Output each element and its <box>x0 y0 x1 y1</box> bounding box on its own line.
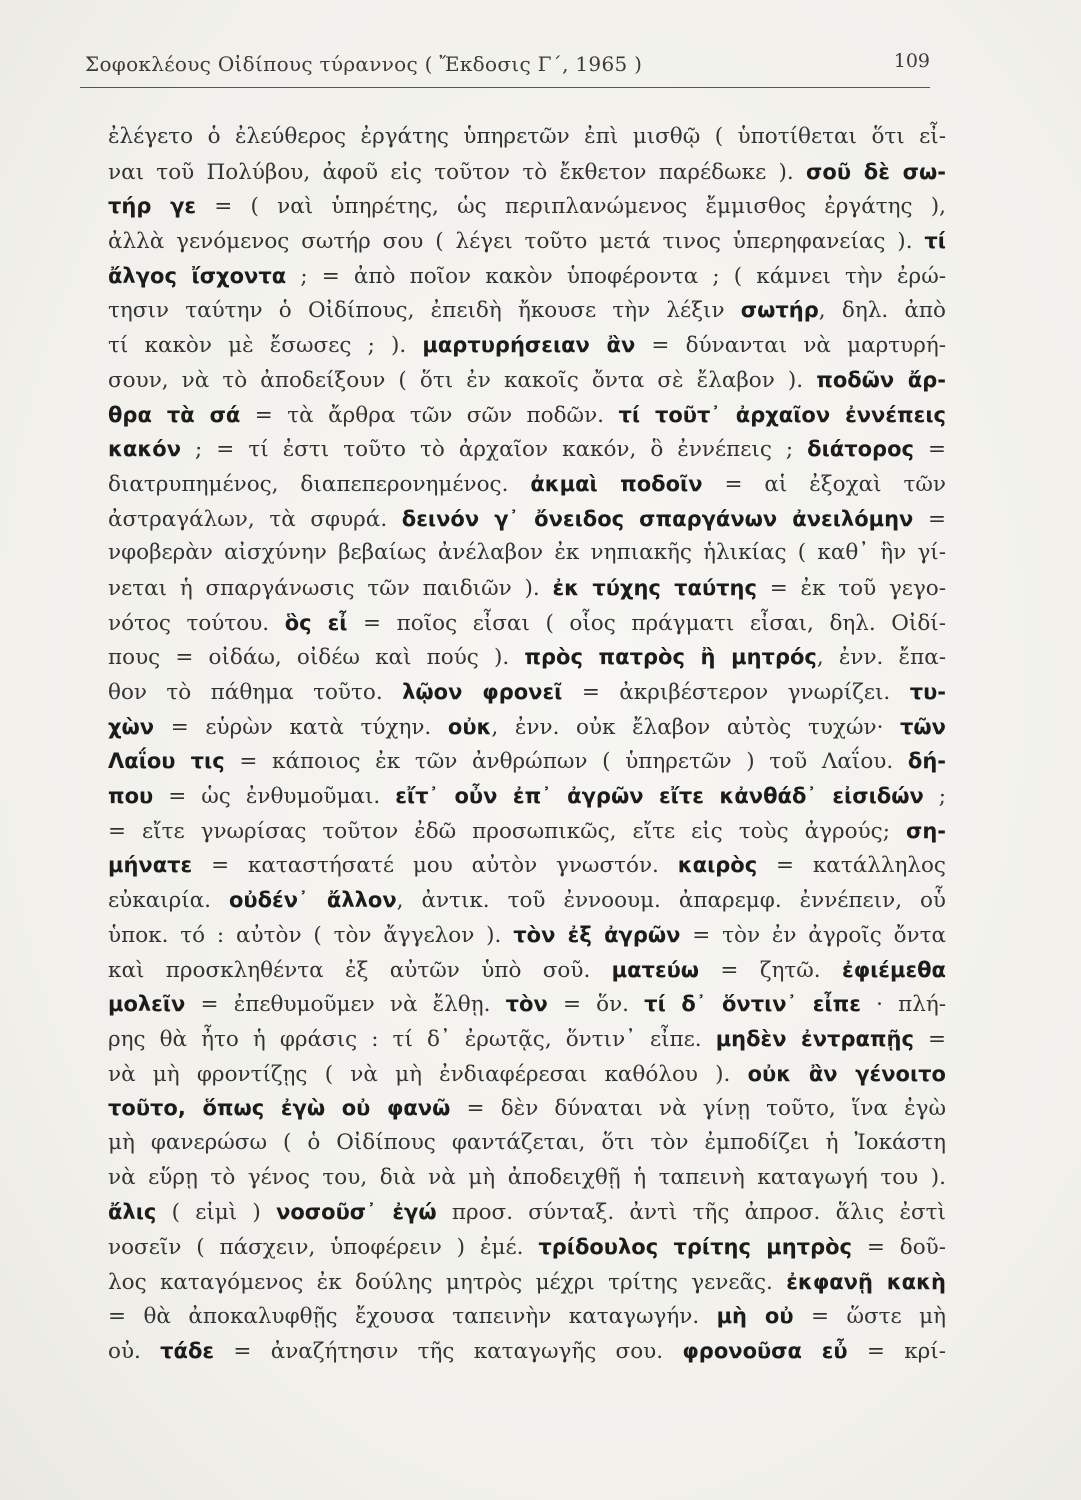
lemma-term: ὃς εἶ <box>284 610 348 635</box>
text-line <box>108 1230 946 1265</box>
gloss-text: διατρυπημένος, διαπεπερονημένος. <box>108 471 531 497</box>
gloss-text: = εὑρὼν κατὰ τύχην. <box>154 714 448 740</box>
lemma-term: τί δ᾽ ὅντιν᾽ εἶπε <box>644 992 861 1017</box>
text-line <box>108 1265 946 1300</box>
header-rule <box>80 87 930 88</box>
gloss-text: = θὰ ἀποκαλυφθῇς ἔχουσα ταπεινὴν καταγωγήν. <box>108 1304 717 1330</box>
lemma-term: ἄλγος ἴσχοντα <box>108 263 287 288</box>
text-line <box>108 779 946 814</box>
gloss-text: = δύνανται νὰ μαρτυρή- <box>635 333 946 359</box>
text-line <box>108 1091 946 1126</box>
lemma-term: δή- <box>907 749 946 774</box>
text-line <box>108 328 946 363</box>
lemma-term: δεινόν γ᾽ ὄνειδος σπαργάνων ἀνειλόμην <box>401 506 914 531</box>
gloss-text: ἀλλὰ γενόμενος σωτήρ σου ( λέγει τοῦτο μετά τινος ὑπερηφανείας ). <box>108 229 925 255</box>
lemma-term: εἴτ᾽ οὖν ἐπ᾽ ἀγρῶν εἴτε κἀνθάδ᾽ εἰσιδών <box>395 784 924 809</box>
gloss-text: ; = ἀπὸ ποῖον κακὸν ὑποφέροντα ; ( κάμνει τὴν ἐρώ- <box>286 263 946 289</box>
gloss-text: νὰ μὴ φροντίζῃς ( νὰ μὴ ἐνδιαφέρεσαι καθόλου ). <box>108 1061 748 1087</box>
gloss-text: = δοῦ- <box>852 1235 946 1260</box>
text-line <box>108 398 946 433</box>
gloss-text: · πλή- <box>860 992 947 1018</box>
gloss-text: τί κακὸν μὲ ἔσωσες ; ). <box>108 333 423 359</box>
gloss-text: λος καταγόμενος ἐκ δούλης μητρὸς μέχρι τρίτης γενεᾶς. <box>108 1269 787 1295</box>
lemma-term: ἀκμαὶ ποδοῖν <box>530 471 703 496</box>
gloss-text: τησιν ταύτην ὁ Οἰδίπους, ἐπειδὴ ἤκουσε τὴν λέξιν <box>108 298 741 324</box>
text-line <box>108 502 946 537</box>
gloss-text: = <box>913 506 946 532</box>
gloss-text: ( εἰμὶ ) <box>156 1200 277 1226</box>
lemma-term: τί <box>924 229 946 254</box>
gloss-text: ἐλέγετο ὁ ἐλεύθερος ἐργάτης ὑπηρετῶν ἐπὶ μισθῷ ( ὑποτίθεται ὅτι εἶ- <box>108 124 946 149</box>
gloss-text: νότος τούτου. <box>108 610 285 636</box>
lemma-term: σοῦ δὲ σω- <box>806 159 946 184</box>
gloss-text: = κρί- <box>847 1339 946 1365</box>
text-line <box>108 1126 946 1161</box>
lemma-term: ση- <box>905 818 946 843</box>
gloss-text: ; = τί ἐστι τοῦτο τὸ ἀρχαῖον κακόν, ὃ ἐννέπεις ; <box>181 437 808 463</box>
lemma-term: ποδῶν ἄρ- <box>816 367 946 392</box>
gloss-text: καὶ προσκληθέντα ἐξ αὐτῶν ὑπὸ σοῦ. <box>108 957 612 983</box>
gloss-text: = ἐκ τοῦ γεγο- <box>756 575 946 601</box>
lemma-term: διάτορος <box>807 437 914 462</box>
gloss-text: μὴ φανερώσω ( ὁ Οἰδίπους φαντάζεται, ὅτι τὸν ἐμποδίζει ἡ Ἰοκάστη <box>108 1129 946 1155</box>
gloss-text: = ἐπεθυμοῦμεν νὰ ἔλθῃ. <box>185 992 506 1018</box>
commentary-text <box>108 120 946 1369</box>
gloss-text: ὑποκ. τό : αὐτὸν ( τὸν ἄγγελον ). <box>108 922 514 948</box>
lemma-term: χὼν <box>108 714 155 739</box>
lemma-term: ἐκ τύχης ταύτης <box>552 575 757 600</box>
text-line <box>108 293 946 328</box>
gloss-text: = τὸν ἐν ἀγροῖς ὄντα <box>680 922 947 948</box>
text-line <box>108 467 946 502</box>
lemma-term: σωτήρ <box>740 298 819 323</box>
gloss-text: = ἀναζήτησιν τῆς καταγωγῆς σου. <box>214 1339 683 1365</box>
lemma-term: Λαΐου τις <box>108 749 225 774</box>
lemma-term: τυ- <box>909 680 946 704</box>
text-line <box>108 710 946 745</box>
gloss-text: = δὲν δύναται νὰ γίνῃ τοῦτο, ἵνα ἐγὼ <box>450 1096 946 1122</box>
text-line <box>108 189 946 224</box>
gloss-text: νοσεῖν ( πάσχειν, ὑποφέρειν ) ἐμέ. <box>108 1235 539 1260</box>
lemma-term: θρα τὰ σά <box>108 402 241 427</box>
gloss-text: = εἴτε γνωρίσας τοῦτον ἐδῶ προσωπικῶς, εἴτε εἰς τοὺς ἀγρούς; <box>108 818 906 844</box>
gloss-text: ; <box>923 784 947 810</box>
lemma-term: καιρὸς <box>677 853 758 878</box>
lemma-term: οὐκ <box>447 714 492 739</box>
gloss-text: , ἐνν. οὐκ ἔλαβον αὐτὸς τυχών· <box>491 714 901 740</box>
text-line <box>108 1161 946 1196</box>
gloss-text: , ἐνν. ἔπα- <box>816 645 947 671</box>
lemma-term: τρίδουλος τρίτης μητρὸς <box>538 1235 852 1259</box>
text-line <box>108 536 946 571</box>
gloss-text: νφοβερὰν αἰσχύνην βεβαίως ἀνέλαβον ἐκ νηπιακῆς ἡλικίας ( καθ᾽ ἣν γί- <box>108 540 946 566</box>
text-line <box>108 120 946 155</box>
lemma-term: που <box>108 784 154 809</box>
lemma-term: τὸν <box>505 992 548 1017</box>
lemma-term: τί τοῦτ᾽ ἀρχαῖον ἐννέπεις <box>618 402 946 427</box>
gloss-text: νὰ εὕρῃ τὸ γένος του, διὰ νὰ μὴ ἀποδειχθῇ ἡ ταπεινὴ καταγωγή του ). <box>108 1164 946 1190</box>
text-line <box>108 953 946 988</box>
text-line <box>108 814 946 849</box>
gloss-text: = κάποιος ἐκ τῶν ἀνθρώπων ( ὑπηρετῶν ) τοῦ Λαΐου. <box>224 749 908 775</box>
gloss-text: = <box>913 437 946 463</box>
lemma-term: πρὸς πατρὸς ἢ μητρός <box>524 645 817 670</box>
gloss-text: = ἀκριβέστερον γνωρίζει. <box>562 680 910 705</box>
lemma-term: λῷον φρονεῖ <box>402 680 563 704</box>
text-line <box>108 224 946 259</box>
gloss-text: = καταστήσατέ μου αὐτὸν γνωστόν. <box>192 853 678 879</box>
gloss-text: εὐκαιρία. <box>108 888 229 914</box>
lemma-term: μαρτυρήσειαν ἂν <box>422 333 636 358</box>
text-line <box>108 744 946 779</box>
text-line <box>108 259 946 294</box>
page-number: 109 <box>893 50 930 72</box>
gloss-text: νεται ἡ σπαργάνωσις τῶν παιδιῶν ). <box>108 575 553 601</box>
lemma-term: μηδὲν ἐντραπῇς <box>715 1026 914 1051</box>
gloss-text: θον τὸ πάθημα τοῦτο. <box>108 680 403 705</box>
lemma-term: τῶν <box>900 714 946 739</box>
text-line <box>108 1022 946 1057</box>
gloss-text: = ὡς ἐνθυμοῦμαι. <box>153 784 396 810</box>
text-line <box>108 1334 946 1369</box>
gloss-text: = ὥστε μὴ <box>793 1304 946 1330</box>
gloss-text: = κατάλληλος <box>757 853 946 879</box>
text-line <box>108 155 946 190</box>
gloss-text: ναι τοῦ Πολύβου, ἀφοῦ εἰς τοῦτον τὸ ἔκθετον παρέδωκε ). <box>108 159 807 185</box>
gloss-text: = ζητῶ. <box>699 957 842 983</box>
text-line <box>108 848 946 883</box>
header-title: Σοφοκλέους Οἰδίπους τύραννος ( Ἔκδοσις Γ΄, 1965 ) <box>85 52 643 76</box>
text-line <box>108 675 946 710</box>
lemma-term: οὐδέν᾽ ἄλλον <box>228 888 397 913</box>
text-line <box>108 883 946 918</box>
running-header <box>85 52 930 88</box>
text-line <box>108 571 946 606</box>
text-line <box>108 987 946 1022</box>
lemma-term: νοσοῦσ᾽ ἐγώ <box>276 1200 437 1225</box>
gloss-text: προσ. σύνταξ. ἀντὶ τῆς ἀπροσ. ἅλις ἐστὶ <box>436 1200 946 1226</box>
text-line <box>108 1195 946 1230</box>
gloss-text: σουν, νὰ τὸ ἀποδείξουν ( ὅτι ἐν κακοῖς ὄντα σὲ ἔλαβον ). <box>108 367 817 393</box>
gloss-text: = <box>913 1026 946 1052</box>
gloss-text: ρης θὰ ἦτο ἡ φράσις : τί δ᾽ ἐρωτᾷς, ὅντιν᾽ εἶπε. <box>108 1026 716 1052</box>
lemma-term: μολεῖν <box>108 992 186 1017</box>
gloss-text: , δηλ. ἀπὸ <box>818 298 946 324</box>
gloss-text: , ἀντικ. τοῦ ἐννοουμ. ἀπαρεμφ. ἐννέπειν, οὗ <box>396 888 946 914</box>
gloss-text: = ( ναὶ ὑπηρέτης, ὡς περιπλανώμενος ἔμμισθος ἐργάτης ), <box>196 194 946 220</box>
text-line <box>108 1299 946 1334</box>
gloss-text: = αἱ ἐξοχαὶ τῶν <box>702 471 946 497</box>
lemma-term: ματεύω <box>611 957 700 982</box>
lemma-term: μήνατε <box>108 853 193 878</box>
text-line <box>108 918 946 953</box>
gloss-text: = ὅν. <box>547 992 645 1018</box>
text-line <box>108 606 946 641</box>
lemma-term: ἄλις <box>108 1200 157 1225</box>
lemma-term: μὴ οὐ <box>716 1304 794 1329</box>
lemma-term: τὸν ἐξ ἀγρῶν <box>513 922 681 947</box>
gloss-text: οὐ. <box>108 1339 161 1365</box>
text-line <box>108 363 946 398</box>
text-line <box>108 640 946 675</box>
lemma-term: φρονοῦσα εὖ <box>682 1339 848 1364</box>
lemma-term: οὐκ ἂν γένοιτο <box>747 1061 946 1086</box>
lemma-term: τάδε <box>160 1339 215 1364</box>
gloss-text: πους = οἰδάω, οἰδέω καὶ πούς ). <box>108 645 525 671</box>
lemma-term: ἐκφανῇ κακὴ <box>786 1269 946 1294</box>
gloss-text: ἀστραγάλων, τὰ σφυρά. <box>108 506 402 532</box>
gloss-text: = τὰ ἄρθρα τῶν σῶν ποδῶν. <box>240 402 619 428</box>
text-line <box>108 1057 946 1092</box>
lemma-term: τοῦτο, ὅπως ἐγὼ οὐ φανῶ <box>108 1096 451 1121</box>
lemma-term: τήρ γε <box>108 194 197 219</box>
lemma-term: κακόν <box>108 437 181 462</box>
gloss-text: = ποῖος εἶσαι ( οἷος πράγματι εἶσαι, δηλ. Οἰδί- <box>347 610 946 636</box>
lemma-term: ἐφιέμεθα <box>842 957 946 982</box>
text-line <box>108 432 946 467</box>
